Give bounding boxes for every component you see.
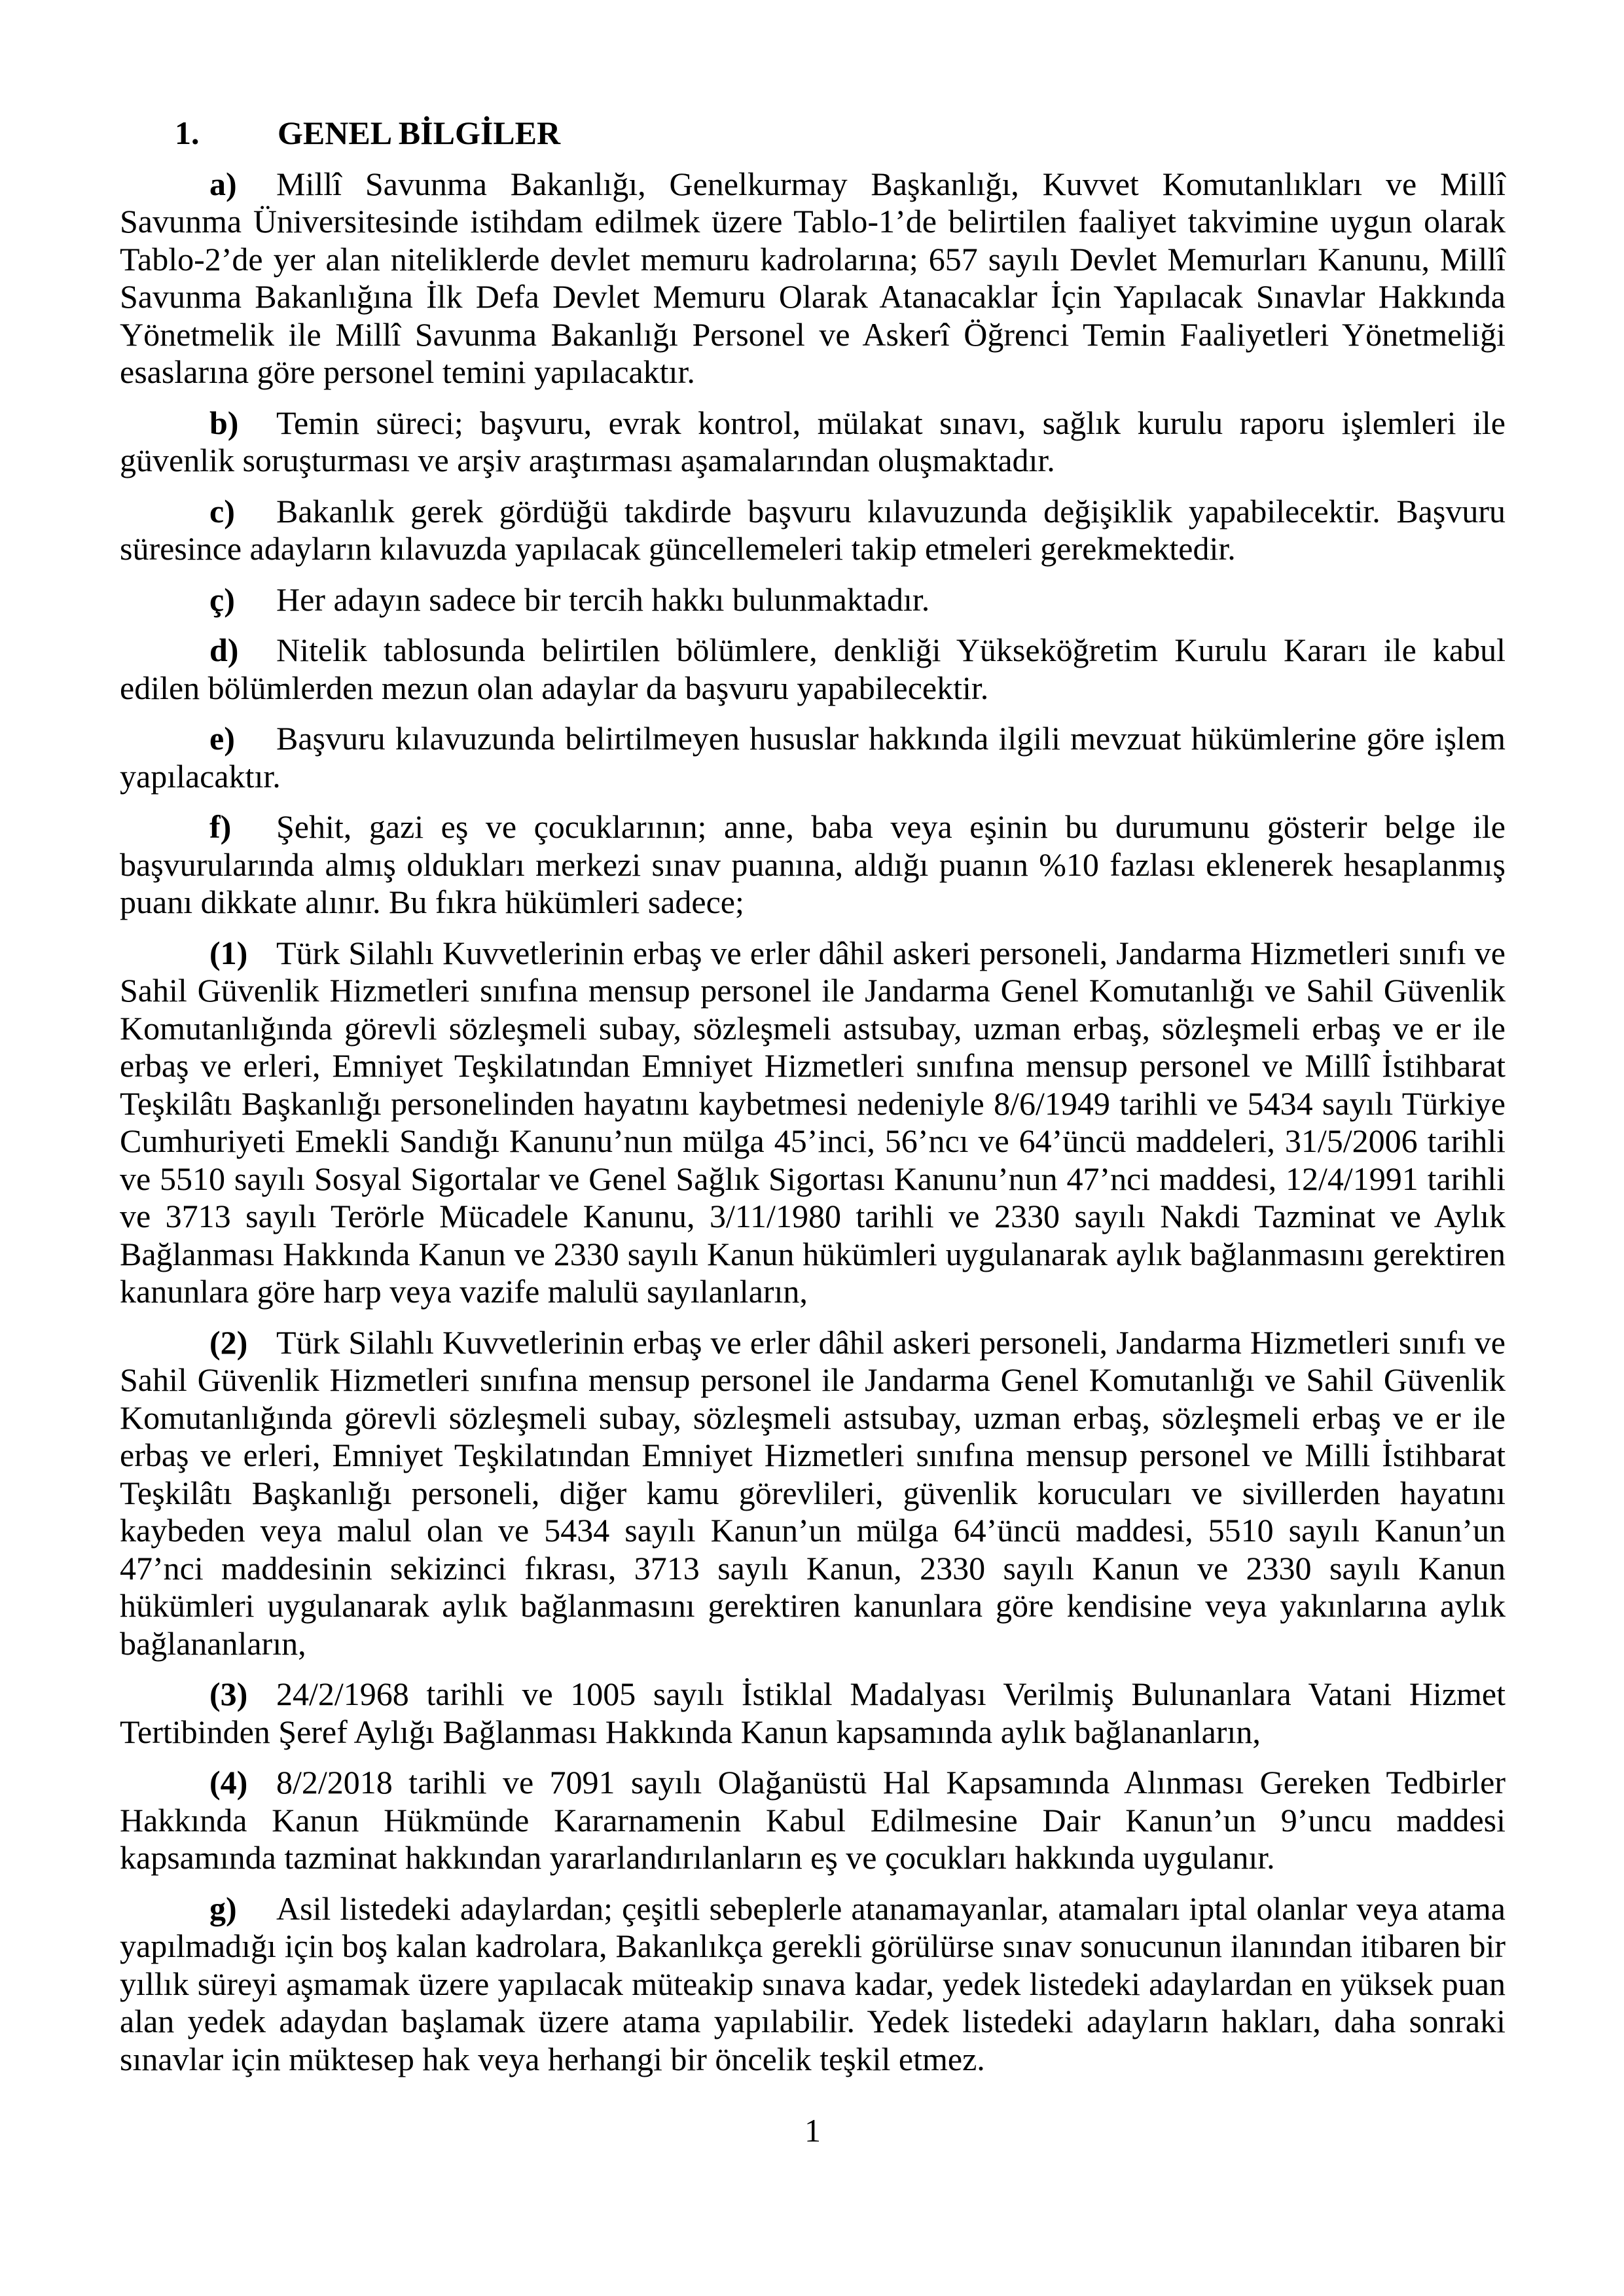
paragraph-label: (1) [209,934,248,971]
paragraph-text: Her adayın sadece bir tercih hakkı bulunmaktadır. [276,581,930,618]
paragraph-d [120,632,1506,707]
paragraph-label: f) [209,808,232,845]
paragraph-label: g) [209,1890,237,1927]
paragraph-item-4 [120,1764,1506,1877]
paragraph-text: Türk Silahlı Kuvvetlerinin erbaş ve erler dâhil askeri personeli, Jandarma Hizmetleri sınıfı ve Sahil Güvenlik Hizmetleri sınıfına mensup personel ile Jandarma Genel Komutanlığı ve Sahil Güvenlik Komutanlığında görevli sözleşmeli subay, sözleşmeli astsubay, uzman erbaş, sözleşmeli erbaş ve er ile erbaş ve erleri, Emniyet Teşkilatından Emniyet Hizmetleri sınıfına mensup personel ve Millî İstihbarat Teşkilâtı Başkanlığı personelinden hayatını kaybetmesi nedeniyle 8/6/1949 tarihli ve 5434 sayılı Türkiye Cumhuriyeti Emekli Sandığı Kanunu’nun mülga 45’inci, 56’ncı ve 64’üncü maddeleri, 31/5/2006 tarihli ve 5510 sayılı Sosyal Sigortalar ve Genel Sağlık Sigortası Kanunu’nun 47’nci maddesi, 12/4/1991 tarihli ve 3713 sayılı Terörle Mücadele Kanunu, 3/11/1980 tarihli ve 2330 sayılı Nakdi Tazminat ve Aylık Bağlanması Hakkında Kanun ve 2330 sayılı Kanun hükümleri uygulanarak aylık bağlanmasını gerektiren kanunlara göre harp veya vazife malulü sayılanların, [120,934,1506,1310]
paragraph-item-1 [120,935,1506,1311]
paragraph-label: ç) [209,581,235,618]
paragraph-text: 8/2/2018 tarihli ve 7091 sayılı Olağanüstü Hal Kapsamında Alınması Gereken Tedbirler Hakkında Kanun Hükmünde Kararnamenin Kabul Edilmesine Dair Kanun’un 9’uncu maddesi kapsamında tazminat hakkından yararlandırılanların eş ve çocukları hakkında uygulanır. [120,1764,1506,1876]
heading-number: 1. [175,115,200,151]
paragraph-text: Millî Savunma Bakanlığı, Genelkurmay Başkanlığı, Kuvvet Komutanlıkları ve Millî Savunma Üniversitesinde istihdam edilmek üzere Tablo-1’de belirtilen faaliyet takvimine uygun olarak Tablo-2’de yer alan niteliklerde devlet memuru kadrolarına; 657 sayılı Devlet Memurları Kanunu, Millî Savunma Bakanlığına İlk Defa Devlet Memuru Olarak Atanacaklar İçin Yapılacak Sınavlar Hakkında Yönetmelik ile Millî Savunma Bakanlığı Personel ve Askerî Öğrenci Temin Faaliyetleri Yönetmeliği esaslarına göre personel temini yapılacaktır. [120,165,1506,390]
paragraph-label: c) [209,492,235,529]
paragraph-label: (2) [209,1323,248,1361]
paragraph-e [120,720,1506,795]
paragraph-f [120,808,1506,922]
paragraph-c [120,493,1506,568]
paragraph-text: Başvuru kılavuzunda belirtilmeyen hususlar hakkında ilgili mevzuat hükümlerine göre işlem yapılacaktır. [120,720,1506,795]
paragraph-text: Türk Silahlı Kuvvetlerinin erbaş ve erler dâhil askeri personeli, Jandarma Hizmetleri sınıfı ve Sahil Güvenlik Hizmetleri sınıfına mensup personel ile Jandarma Genel Komutanlığı ve Sahil Güvenlik Komutanlığında görevli sözleşmeli subay, sözleşmeli astsubay, uzman erbaş, sözleşmeli erbaş ve er ile erbaş ve erleri, Emniyet Teşkilatından Emniyet Hizmetleri sınıfına mensup personel ve Milli İstihbarat Teşkilâtı Başkanlığı personeli, diğer kamu görevlileri, güvenlik korucuları ve sivillerden hayatını kaybeden veya malul olan ve 5434 sayılı Kanun’un mülga 64’üncü maddesi, 5510 sayılı Kanun’un 47’nci maddesinin sekizinci fıkrası, 3713 sayılı Kanun, 2330 sayılı Kanun ve 2330 sayılı Kanun hükümleri uygulanarak aylık bağlanmasını gerektiren kanunlara göre kendisine veya yakınlarına aylık bağlananların, [120,1323,1506,1662]
paragraph-label: b) [209,404,239,441]
paragraph-text: 24/2/1968 tarihli ve 1005 sayılı İstiklal Madalyası Verilmiş Bulunanlara Vatani Hizmet Tertibinden Şeref Aylığı Bağlanması Hakkında Kanun kapsamında aylık bağlananların, [120,1676,1506,1750]
section-heading [175,115,1506,152]
paragraph-text: Bakanlık gerek gördüğü takdirde başvuru kılavuzunda değişiklik yapabilecektir. Başvuru süresince adayların kılavuzda yapılacak güncellemeleri takip etmeleri gerekmektedir. [120,492,1506,567]
paragraph-text: Şehit, gazi eş ve çocuklarının; anne, baba veya eşinin bu durumunu gösterir belge ile başvurularında almış oldukları merkezi sınav puanına, aldığı puanın %10 fazlası eklenerek hesaplanmış puanı dikkate alınır. Bu fıkra hükümleri sadece; [120,808,1506,920]
paragraph-b [120,404,1506,480]
paragraph-label: (4) [209,1764,248,1801]
paragraph-item-3 [120,1676,1506,1751]
paragraph-label: d) [209,632,239,668]
paragraph-item-2 [120,1324,1506,1663]
heading-title: GENEL BİLGİLER [278,115,561,151]
paragraph-text: Asil listedeki adaylardan; çeşitli sebeplerle atanamayanlar, atamaları iptal olanlar veya atama yapılmadığı için boş kalan kadrolara, Bakanlıkça gerekli görülürse sınav sonucunun ilanından itibaren bir yıllık süreyi aşmamak üzere yapılacak müteakip sınava kadar, yedek listedeki adaylardan en yüksek puan alan yedek adaydan başlamak üzere atama yapılabilir. Yedek listedeki adayların hakları, daha sonraki sınavlar için müktesep hak veya herhangi bir öncelik teşkil etmez. [120,1890,1506,2077]
paragraph-label: a) [209,165,237,202]
paragraph-g [120,1890,1506,2079]
page-number: 1 [804,2112,821,2149]
paragraph-text: Temin süreci; başvuru, evrak kontrol, mülakat sınavı, sağlık kurulu raporu işlemleri ile güvenlik soruşturması ve arşiv araştırması aşamalarından oluşmaktadır. [120,404,1506,478]
paragraph-a [120,166,1506,391]
paragraph-cc [120,581,1506,619]
paragraph-label: (3) [209,1676,248,1712]
paragraph-label: e) [209,720,235,757]
paragraph-text: Nitelik tablosunda belirtilen bölümlere, denkliği Yükseköğretim Kurulu Kararı ile kabul edilen bölümlerden mezun olan adaylar da başvuru yapabilecektir. [120,632,1506,706]
